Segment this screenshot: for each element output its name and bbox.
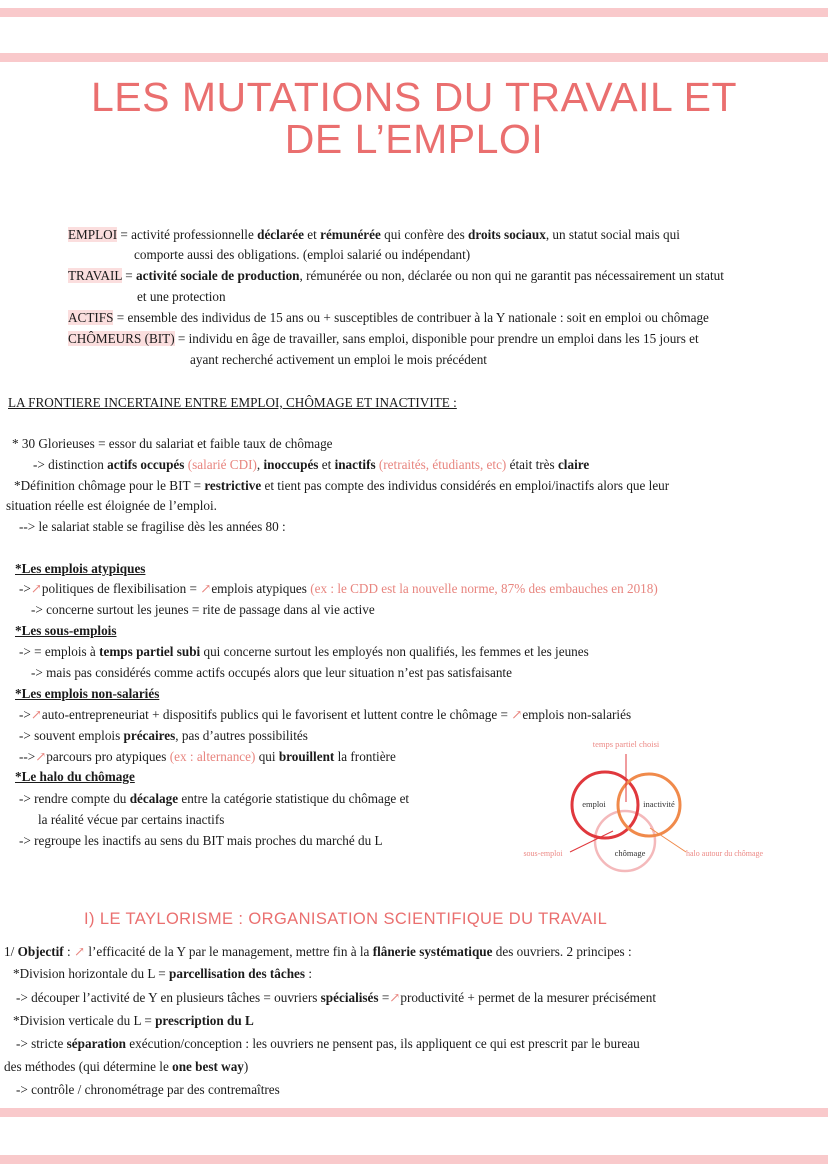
venn-label-temps-partiel: temps partiel choisi [592, 739, 660, 749]
top-band-2 [0, 53, 828, 62]
heading-sous-emplois: *Les sous-emplois [15, 623, 117, 638]
taylorisme-line-6: des méthodes (qui détermine le one best way) [4, 1059, 249, 1074]
venn-label-halo: halo autour du chômage [686, 849, 764, 858]
taylorisme-line-5: -> stricte séparation exécution/conception : les ouvriers ne pensent pas, ils appliquent ce qui est prescrit par le bureau [16, 1036, 640, 1051]
increase-arrow-icon: ↗ [35, 749, 47, 764]
sous-emplois-line-2: -> mais pas considérés comme actifs occupés alors que leur situation n’est pas satisfaisante [31, 665, 512, 680]
taylorisme-line-1: 1/ Objectif : ↗ l’efficacité de la Y par le management, mettre fin à la flânerie systématique des ouvriers. 2 principes : [4, 944, 632, 959]
section-heading-frontiere: LA FRONTIERE INCERTAINE ENTRE EMPLOI, CHÔMAGE ET INACTIVITE : [8, 395, 457, 410]
definition-actifs: ACTIFS = ensemble des individus de 15 ans ou + susceptibles de contribuer à la Y nationale : soit en emploi ou chômage [68, 310, 709, 325]
increase-arrow-icon: ↗ [30, 581, 42, 596]
increase-arrow-icon: ↗ [30, 707, 42, 722]
term-travail: TRAVAIL [68, 268, 122, 283]
definition-chomeurs: CHÔMEURS (BIT) = individu en âge de travailler, sans emploi, disponible pour prendre un emploi dans les 15 jours et [68, 331, 699, 346]
bottom-band-1 [0, 1108, 828, 1117]
venn-label-sous-emploi: sous-emploi [523, 849, 563, 858]
frontiere-line-1: * 30 Glorieuses = essor du salariat et faible taux de chômage [12, 436, 333, 451]
definition-travail-line-2: et une protection [137, 289, 226, 304]
definition-chomeurs-line-2: ayant recherché activement un emploi le mois précédent [190, 352, 487, 367]
halo-line-2: la réalité vécue par certains inactifs [38, 812, 225, 827]
increase-arrow-icon: ↗ [511, 707, 523, 722]
heading-halo-du-chomage: *Le halo du chômage [15, 769, 135, 784]
taylorisme-line-4: *Division verticale du L = prescription du L [13, 1013, 254, 1028]
page-title-line-2: DE L’EMPLOI [284, 116, 544, 162]
frontiere-line-5: --> le salariat stable se fragilise dès les années 80 : [19, 519, 286, 534]
frontiere-line-3: *Définition chômage pour le BIT = restrictive et tient pas compte des individus considérés en emploi/inactifs alors que leur [14, 478, 670, 493]
top-band-1 [0, 8, 828, 17]
term-emploi: EMPLOI [68, 227, 118, 242]
increase-arrow-icon: ↗ [200, 581, 212, 596]
taylorisme-line-3: -> découper l’activité de Y en plusieurs tâches = ouvriers spécialisés =↗productivité + permet de la mesurer précisément [16, 990, 657, 1005]
non-salaries-line-1: ->↗auto-entrepreneuriat + dispositifs publics qui le favorisent et luttent contre le chômage = ↗emplois non-salariés [19, 707, 632, 722]
taylorisme-line-7: -> contrôle / chronométrage par des contremaîtres [16, 1082, 280, 1097]
atypiques-line-1: ->↗politiques de flexibilisation = ↗emplois atypiques (ex : le CDD est la nouvelle norme, 87% des embauches en 2018) [19, 581, 658, 596]
term-actifs: ACTIFS [68, 310, 114, 325]
heading-emplois-non-salaries: *Les emplois non-salariés [15, 686, 160, 701]
term-chomeurs: CHÔMEURS (BIT) [68, 331, 175, 346]
increase-arrow-icon: ↗ [73, 944, 86, 959]
frontiere-line-2: -> distinction actifs occupés (salarié CDI), inoccupés et inactifs (retraités, étudiants, etc) était très claire [33, 457, 590, 472]
venn-label-inactivite: inactivité [643, 799, 675, 809]
halo-line-3: -> regroupe les inactifs au sens du BIT mais proches du marché du L [19, 833, 383, 848]
venn-circle-chomage [595, 811, 655, 871]
venn-label-chomage: chômage [614, 848, 646, 858]
non-salaries-line-2: -> souvent emplois précaires, pas d’autres possibilités [19, 728, 308, 743]
increase-arrow-icon: ↗ [389, 990, 401, 1005]
atypiques-line-2: -> concerne surtout les jeunes = rite de passage dans al vie active [31, 602, 375, 617]
taylorisme-line-2: *Division horizontale du L = parcellisation des tâches : [13, 966, 313, 981]
page-title-line-1: LES MUTATIONS DU TRAVAIL ET [90, 74, 738, 120]
definition-emploi-line-2: comporte aussi des obligations. (emploi salarié ou indépendant) [134, 247, 471, 262]
halo-venn-diagram [510, 734, 800, 884]
frontiere-line-4: situation réelle est éloignée de l’emploi. [6, 498, 217, 513]
halo-line-1: -> rendre compte du décalage entre la catégorie statistique du chômage et [19, 791, 410, 806]
sous-emplois-line-1: -> = emplois à temps partiel subi qui concerne surtout les employés non qualifiés, les femmes et les jeunes [19, 644, 589, 659]
definition-travail: TRAVAIL = activité sociale de production, rémunérée ou non, déclarée ou non qui ne garantit pas nécessairement un statut [68, 268, 724, 283]
heading-emplois-atypiques: *Les emplois atypiques [15, 561, 146, 576]
non-salaries-line-3: -->↗parcours pro atypiques (ex : alternance) qui brouillent la frontière [19, 749, 396, 764]
bottom-band-2 [0, 1155, 828, 1164]
section-heading-taylorisme: I) LE TAYLORISME : ORGANISATION SCIENTIFIQUE DU TRAVAIL [84, 910, 608, 928]
definition-emploi: EMPLOI = activité professionnelle déclarée et rémunérée qui confère des droits sociaux, un statut social mais qui [68, 227, 680, 242]
venn-label-emploi: emploi [582, 799, 606, 809]
